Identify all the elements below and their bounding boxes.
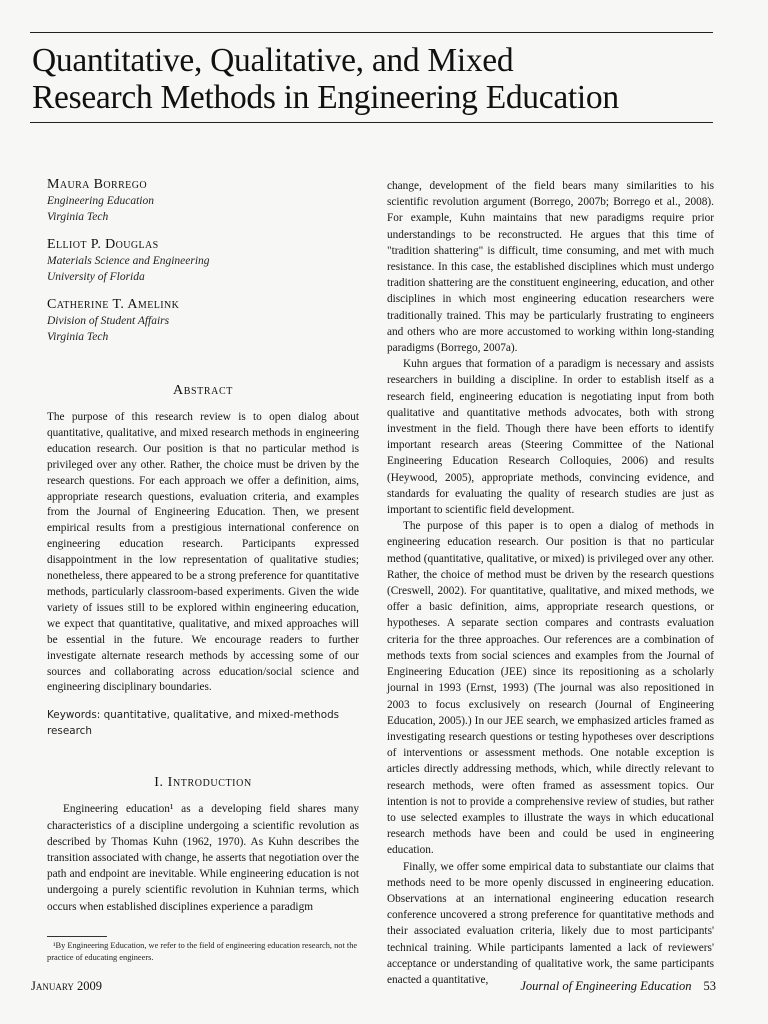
- body-paragraph: Kuhn argues that formation of a paradigm is necessary and assists researchers in building a discipline. In order to establish itself as a research field, engineering education is negotiating input from both qualitative and quantitative methods advocates, both with strong investment in the field. Though there have been efforts to identify important research areas (Steering Committee of the National Engineering Education Research Colloquies, 2006) and results (Heywood, 2005), appropriate methods, convincing evidence, and standards for evaluating the quality of research studies are just as important to scientific field development.: [387, 358, 714, 517]
- author-name: Elliot P. Douglas: [47, 237, 159, 252]
- title-line-2: Research Methods in Engineering Education: [32, 79, 619, 116]
- introduction-paragraph: Engineering education¹ as a developing field shares many characteristics of a discipline undergoing a scientific revolution as described by Thomas Kuhn (1962, 1970). As Kuhn describes the transition associated with change, he asserts that negotiation over the path and endpoint are inevitable. While engineering education is not undergoing a purely scientific revolution in Kuhnian terms, which occurs when established disciplines experience a paradigm: [47, 803, 359, 913]
- top-rule: [30, 32, 713, 33]
- author-block: [47, 296, 359, 345]
- right-column: [387, 178, 714, 988]
- footnote-rule: [47, 936, 107, 937]
- keywords: Keywords: quantitative, qualitative, and mixed-methods research: [47, 709, 340, 737]
- author-institution: Virginia Tech: [47, 211, 109, 223]
- author-block: [47, 176, 359, 225]
- page-number: 53: [703, 979, 716, 993]
- author-institution: University of Florida: [47, 271, 145, 283]
- left-column: [47, 176, 359, 915]
- author-department: Division of Student Affairs: [47, 315, 170, 327]
- footer-journal-name: Journal of Engineering Education: [520, 979, 692, 993]
- footer-date: January 2009: [31, 979, 102, 993]
- author-department: Engineering Education: [47, 195, 154, 207]
- author-institution: Virginia Tech: [47, 331, 109, 343]
- author-name: Maura Borrego: [47, 177, 147, 192]
- article-title: [32, 42, 722, 116]
- author-name: Catherine T. Amelink: [47, 297, 180, 312]
- body-paragraph: The purpose of this paper is to open a dialog of methods in engineering education research. Our position is that no particular method (quantitative, qualitative, or mixed) is privileged over any other. Rather, the choice of method must be driven by the research questions (Creswell, 2002). For quantitative, qualitative, and mixed methods, we offer a basic definition, aims, appropriate research questions, or hypotheses. A separate section compares and contrasts evaluation criteria for the three approaches. Our references are a combination of methods texts from social sciences and examples from the Journal of Engineering Education (JEE) since its repositioning as a scholarly journal in 1993 (Ernst, 1993) (The journal was also repositioned in 2003 to focus exclusively on research (Journal of Engineering Education, 2005).) In our JEE search, we emphasized articles framed as investigating research questions or testing hypotheses over descriptions of interventions or assessment methods. One notable exception is articles directly addressing methods, which, while directly relevant to research methods, were often framed as assessment topics. Our intention is not to provide a comprehensive review of studies, but rather to use selected examples to illustrate the ways in which educational research methods have been and could be used in engineering education.: [387, 520, 714, 857]
- title-rule: [30, 122, 713, 123]
- introduction-heading: I. Introduction: [154, 775, 252, 791]
- body-paragraph: change, development of the field bears many similarities to his scientific revolution argument (Borrego, 2007b; Borrego et al., 2008). For example, Kuhn maintains that new paradigms require prior understandings to be reconstructed. He argues that this time of "tradition shattering" is difficult, time consuming, and met with much resistance. In this case, the established disciplines which must undergo tradition shattering are the constituent engineering, education, and other disciplines in which most engineering education researchers were traditionally trained. This may be particularly frustrating to engineers and others who are more accustomed to working within long-standing paradigms (Borrego, 2007a).: [387, 180, 714, 355]
- footer-journal: [520, 979, 716, 994]
- abstract-heading: Abstract: [173, 383, 233, 398]
- author-block: [47, 236, 359, 285]
- abstract-text: The purpose of this research review is to open dialog about quantitative, qualitative, and mixed research methods in engineering education research. Our position is that no particular method is privileged over any other. Rather, the choice must be driven by the research questions. For each approach we offer a definition, aims, appropriate research questions, evaluation criteria, and examples from the Journal of Engineering Education. Then, we present empirical results from a prestigious international conference on engineering education research. Participants expressed disappointment in the low representation of qualitative studies; nonetheless, there appeared to be a strong preference for quantitative methods, particularly classroom-based experiments. Given the wide variety of issues still to be explored within engineering education, we expect that quantitative, qualitative, and mixed approaches will be essential in the future. We encourage readers to further investigate alternate research methods by accessing some of our sources and collaborating across education/social science and engineering disciplinary boundaries.: [47, 411, 359, 694]
- title-line-1: Quantitative, Qualitative, and Mixed: [32, 42, 514, 79]
- footnote: ¹By Engineering Education, we refer to the field of engineering education research, not the practice of educating engineers.: [47, 941, 358, 962]
- body-paragraph: Finally, we offer some empirical data to substantiate our claims that methods need to be more openly discussed in engineering education. Observations at an international engineering education research conference uncovered a strong preference for quantitative methods and their associated evaluation criteria, likely due to most participants' technical training. While participants lamented a lack of reviewers' acceptance or understanding of qualitative work, the same participants enacted a quantitative,: [387, 860, 714, 986]
- author-department: Materials Science and Engineering: [47, 255, 210, 267]
